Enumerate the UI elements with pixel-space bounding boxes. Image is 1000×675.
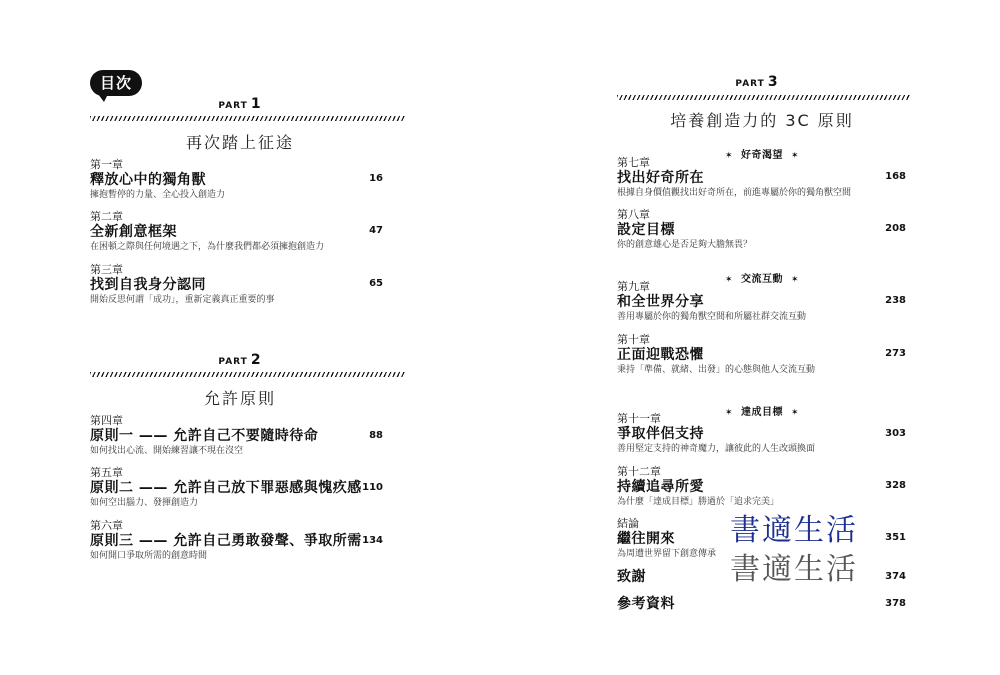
chapter-desc: 為周遭世界留下創意傳承 — [617, 549, 717, 559]
page-number: 65 — [369, 278, 383, 289]
page-number: 168 — [885, 171, 906, 182]
chapter-title: 找到自我身分認同 — [90, 277, 206, 293]
page-number: 328 — [885, 480, 906, 491]
chapter-desc: 開始反思何謂「成功」，重新定義真正重要的事 — [90, 295, 275, 305]
chapter-desc: 擁抱暫停的力量、全心投入創造力 — [90, 190, 226, 200]
toc-entry[interactable] — [617, 156, 851, 199]
toc-entry[interactable] — [617, 568, 646, 586]
chapter-desc: 根據自身價值觀找出好奇所在，前進專屬於你的獨角獸空間 — [617, 188, 852, 198]
chapter-label: 第八章 — [617, 208, 650, 221]
toc-entry[interactable] — [617, 517, 716, 560]
chapter-desc: 如何找出心流、開始練習讓不現在沒空 — [90, 446, 244, 456]
toc-entry[interactable] — [90, 158, 225, 201]
chapter-label: 第五章 — [90, 466, 123, 479]
subsection-heading: ✶ 達成目標 ✶ — [724, 407, 800, 418]
page-number: 88 — [369, 430, 383, 441]
divider — [90, 372, 405, 377]
chapter-title: 繼往開來 — [617, 531, 675, 547]
toc-entry[interactable] — [90, 263, 275, 306]
chapter-title: 持續追尋所愛 — [617, 479, 704, 495]
chapter-desc: 如何空出腦力、發揮創造力 — [90, 498, 199, 508]
toc-entry[interactable] — [90, 210, 324, 253]
chapter-desc: 為什麼「達成目標」勝過於「追求完美」 — [617, 497, 780, 507]
chapter-title: 原則一 —— 允許自己不要隨時待命 — [90, 428, 319, 444]
chapter-title: 正面迎戰恐懼 — [617, 347, 704, 363]
page-number: 273 — [885, 348, 906, 359]
page-number: 238 — [885, 295, 906, 306]
chapter-label: 第六章 — [90, 519, 123, 532]
chapter-label: 第一章 — [90, 158, 123, 171]
chapter-title: 原則二 —— 允許自己放下罪惡感與愧疚感 — [90, 480, 362, 496]
chapter-label: 第十章 — [617, 333, 650, 346]
divider — [90, 116, 405, 121]
chapter-desc: 在困頓之際與任何境遇之下，為什麼我們都必須擁抱創造力 — [90, 242, 325, 252]
chapter-label: 第四章 — [90, 414, 123, 427]
page-number: 351 — [885, 532, 906, 543]
chapter-desc: 善用堅定支持的神奇魔力，讓彼此的人生改頭換面 — [617, 444, 816, 454]
toc-entry[interactable] — [617, 412, 815, 455]
toc-badge: 目次 — [90, 70, 142, 96]
subsection-heading: ✶ 交流互動 ✶ — [724, 274, 800, 285]
chapter-title: 找出好奇所在 — [617, 170, 704, 186]
chapter-desc: 善用專屬於你的獨角獸空間和所屬社群交流互動 — [617, 312, 807, 322]
toc-entry[interactable] — [617, 333, 815, 376]
part-3-title: 培養創造力的 3C 原則 — [670, 111, 854, 130]
chapter-label: 第三章 — [90, 263, 123, 276]
part-2-label: PART 2 — [218, 352, 262, 368]
toc-entry[interactable] — [90, 519, 362, 562]
chapter-label: 第九章 — [617, 280, 650, 293]
toc-entry[interactable] — [90, 414, 318, 457]
watermark-text: 書適生活 — [730, 513, 858, 548]
toc-entry[interactable] — [617, 208, 752, 251]
chapter-title: 致謝 — [617, 569, 646, 585]
page-number: 378 — [885, 598, 906, 609]
chapter-desc: 如何開口爭取所需的創意時間 — [90, 551, 208, 561]
part-1-title: 再次踏上征途 — [185, 133, 294, 152]
toc-entry[interactable] — [617, 280, 806, 323]
chapter-desc: 你的創意雄心是否足夠大膽無畏？ — [617, 240, 753, 250]
chapter-title: 全新創意框架 — [90, 224, 177, 240]
page-number: 47 — [369, 225, 383, 236]
subsection-heading: ✶ 好奇渴望 ✶ — [724, 150, 800, 161]
toc-entry[interactable] — [617, 595, 675, 613]
page-number: 303 — [885, 428, 906, 439]
chapter-label: 第十一章 — [617, 412, 661, 425]
part-2-title: 允許原則 — [203, 389, 276, 408]
page-number: 134 — [362, 535, 383, 546]
page-number: 16 — [369, 173, 383, 184]
chapter-title: 和全世界分享 — [617, 294, 704, 310]
chapter-label: 第二章 — [90, 210, 123, 223]
chapter-label: 第十二章 — [617, 465, 661, 478]
chapter-title: 參考資料 — [617, 596, 675, 612]
watermark-text: 書適生活 — [730, 552, 858, 587]
part-3-label: PART 3 — [735, 74, 779, 90]
chapter-label: 結論 — [617, 517, 639, 530]
toc-entry[interactable] — [617, 465, 779, 508]
chapter-label: 第七章 — [617, 156, 650, 169]
divider — [617, 95, 910, 100]
toc-entry[interactable] — [90, 466, 362, 509]
chapter-title: 釋放心中的獨角獸 — [90, 172, 206, 188]
page-number: 374 — [885, 571, 906, 582]
chapter-title: 爭取伴侶支持 — [617, 426, 704, 442]
page-number: 110 — [362, 482, 383, 493]
chapter-title: 原則三 —— 允許自己勇敢發聲、爭取所需 — [90, 533, 362, 549]
chapter-desc: 秉持「準備、就緒、出發」的心態與他人交流互動 — [617, 365, 816, 375]
page-number: 208 — [885, 223, 906, 234]
chapter-title: 設定目標 — [617, 222, 675, 238]
part-1-label: PART 1 — [218, 96, 262, 112]
